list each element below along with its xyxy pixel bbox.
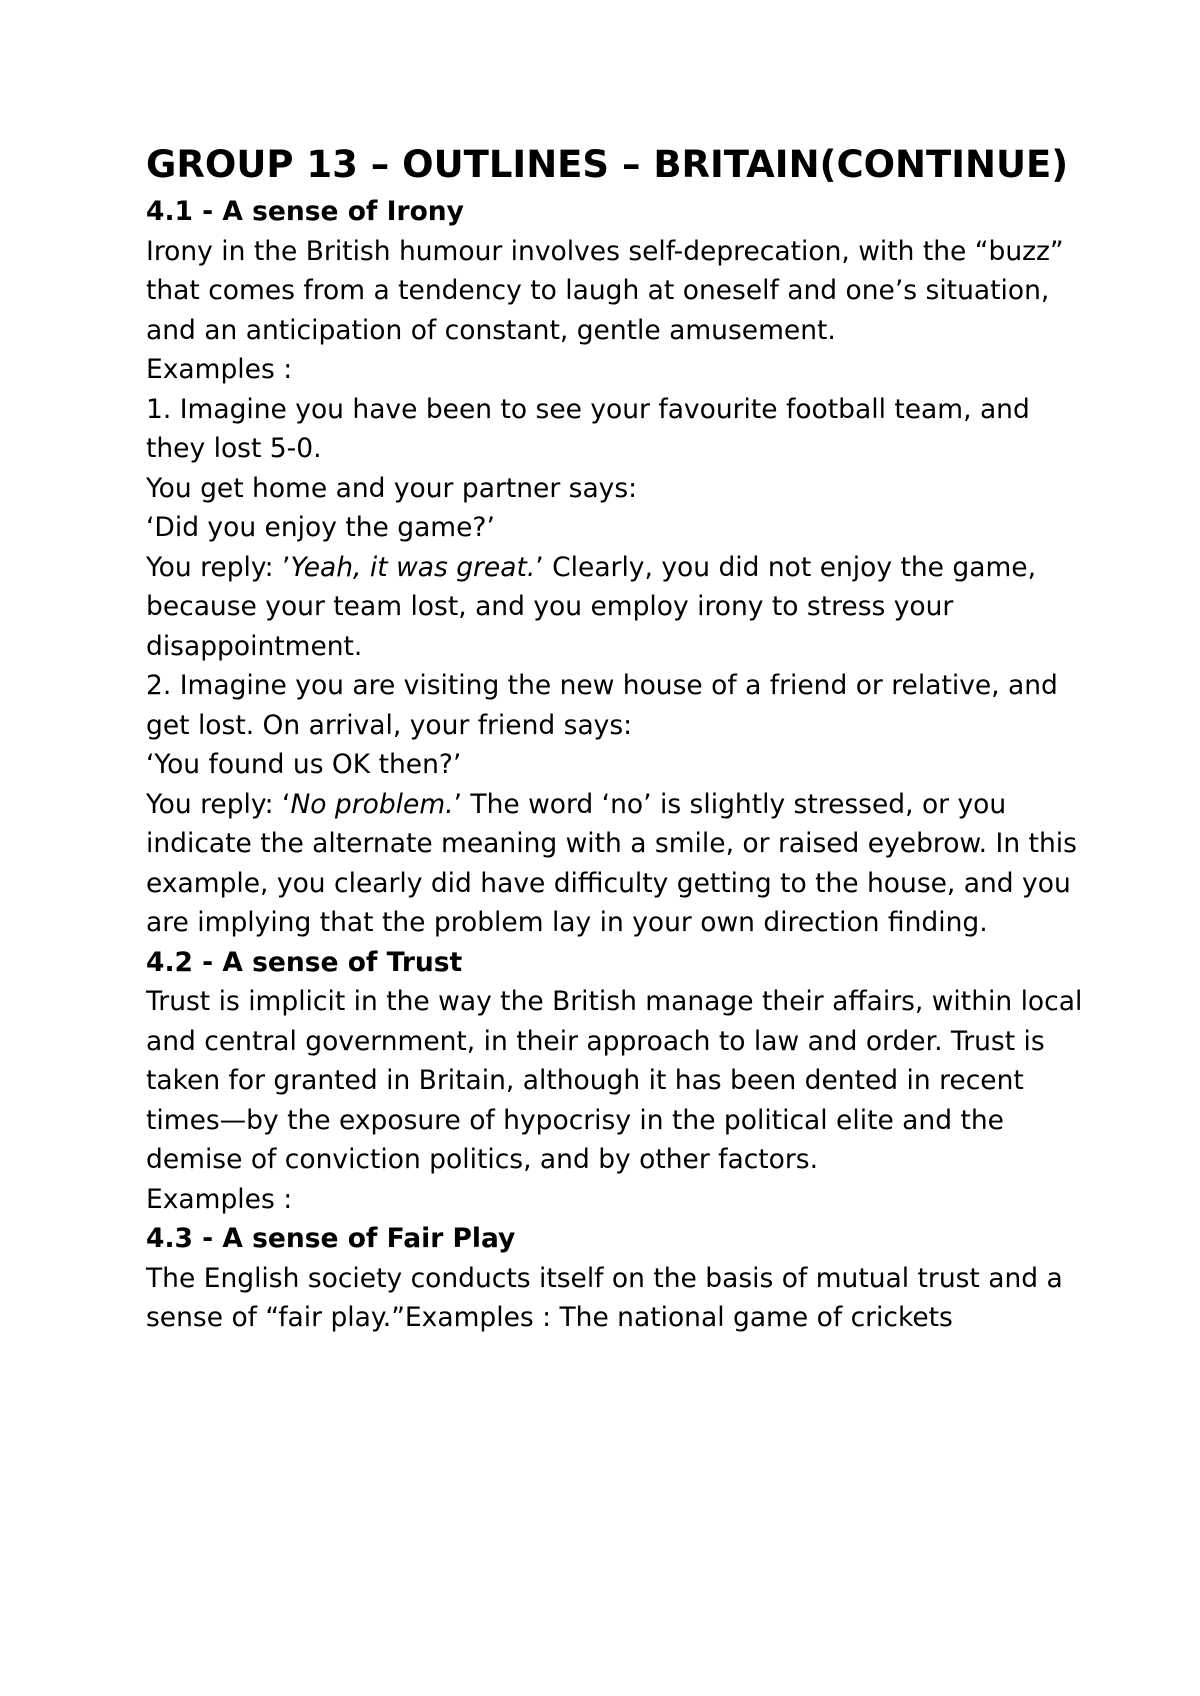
example-2-reply	[146, 785, 1086, 943]
section-heading-trust: 4.2 - A sense of Trust	[146, 946, 463, 978]
example-2-line2: ‘You found us OK then?’	[146, 749, 462, 780]
example-1-reply-italic: Yeah, it was great.	[290, 551, 536, 583]
example-2-reply-italic: No problem.	[290, 788, 454, 820]
section-intro-fair-play: The English society conducts itself on the basis of mutual trust and a sense of “fair play.”Examples : The national game of crickets	[146, 1262, 1063, 1333]
example-2-reply-prefix: You reply: ‘	[146, 788, 291, 820]
example-1-line3: ‘Did you enjoy the game?’	[146, 512, 495, 543]
example-1-setup: 1. Imagine you have been to see your favourite football team, and they lost 5-0.	[146, 393, 1030, 464]
example-1-reply	[146, 548, 1086, 667]
example-1-line2: You get home and your partner says:	[146, 472, 638, 504]
example-1-reply-prefix: You reply: ’	[146, 551, 291, 583]
section-heading-irony: 4.1 - A sense of Irony	[146, 196, 464, 227]
example-1-reply-rest: ’ Clearly, you did not enjoy the game, because your team lost, and you employ irony to stress your disappointment.	[146, 551, 1037, 662]
section-intro-irony: Irony in the British humour involves self-deprecation, with the “buzz” that comes from a tendency to laugh at oneself and one’s situation, and an anticipation of constant, gentle amusement.	[146, 235, 1064, 346]
document-title: GROUP 13 – OUTLINES – BRITAIN(CONTINUE)	[146, 143, 1069, 186]
examples-label-irony: Examples :	[146, 354, 293, 385]
section-heading-fair-play: 4.3 - A sense of Fair Play	[146, 1223, 516, 1254]
document-page	[146, 140, 1086, 1338]
example-2-reply-rest: ’ The word ‘no’ is slightly stressed, or you indicate the alternate meaning with a smile, or raised eyebrow. In this example, you clearly did have difficulty getting to the house, and you are implying that the problem lay in your own direction finding.	[146, 788, 1077, 938]
examples-label-trust: Examples :	[146, 1183, 293, 1215]
example-2-setup: 2. Imagine you are visiting the new house of a friend or relative, and get lost. On arrival, your friend says:	[146, 670, 1058, 741]
section-intro-trust: Trust is implicit in the way the British manage their affairs, within local and central government, in their approach to law and order. Trust is taken for granted in Britain, although it has been dented in recent times—by the exposure of hypocrisy in the political elite and the demise of conviction politics, and by other factors.	[146, 986, 1083, 1175]
